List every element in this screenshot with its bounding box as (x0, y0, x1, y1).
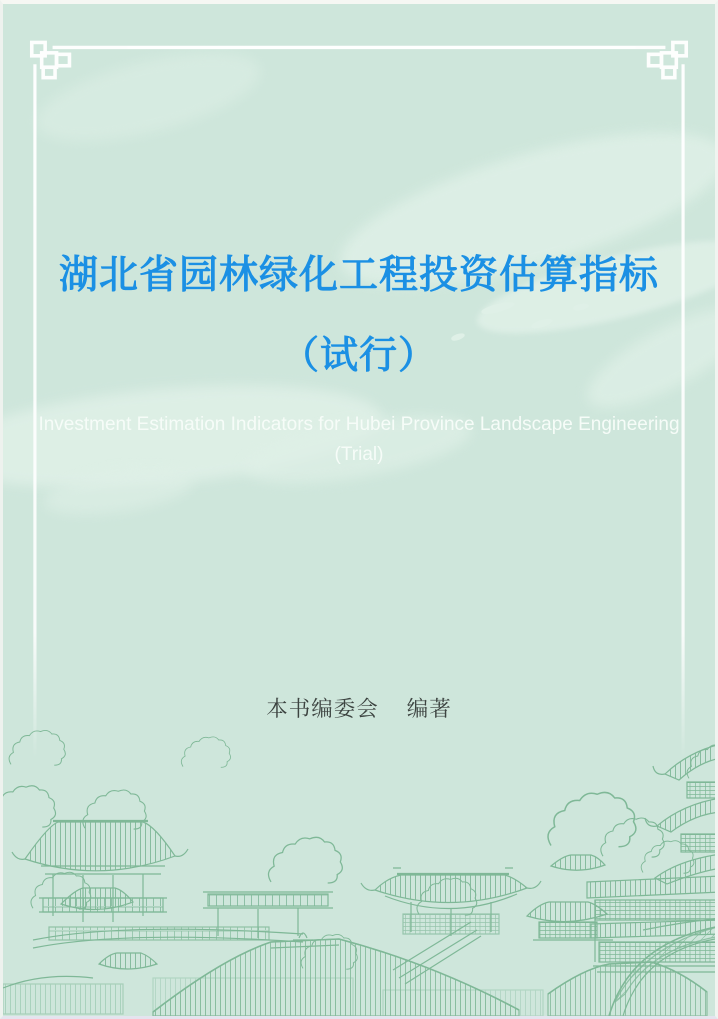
book-title-zh: 湖北省园林绿化工程投资估算指标 (58, 254, 659, 297)
author-role: 编著 (406, 697, 452, 721)
author-group: 本书编委会 (266, 697, 379, 721)
author-line (3, 694, 715, 724)
book-title-en-line1: Investment Estimation Indicators for Hubei Province Landscape Engineering (38, 414, 680, 435)
brush-stroke (28, 35, 268, 159)
corner-knot-ornament-top-left (32, 42, 70, 77)
book-title-en (3, 410, 715, 470)
architecture-artwork (3, 726, 718, 1016)
architecture-linework (3, 730, 718, 1016)
book-title-en-line2: (Trial) (334, 444, 384, 465)
book-subtitle-trial-zh: （试行） (280, 335, 437, 377)
corner-knot-ornament-top-right (649, 42, 687, 77)
